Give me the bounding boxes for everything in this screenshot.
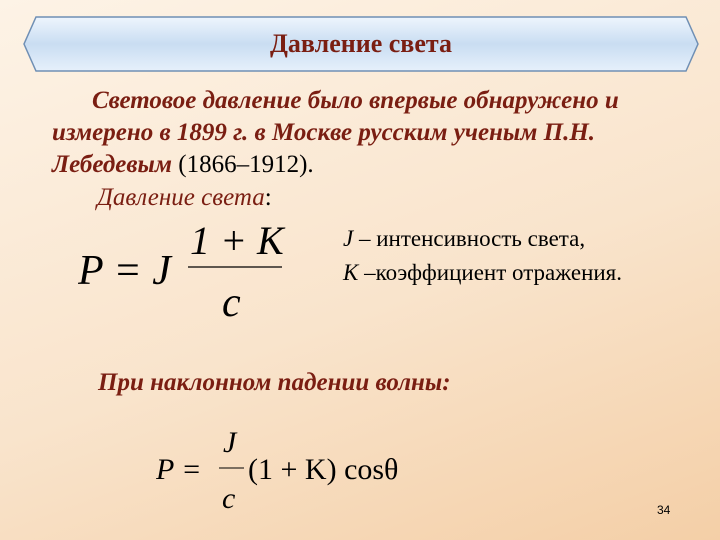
formula2-denominator: c [222, 482, 236, 514]
formula2-numerator: J [223, 428, 237, 459]
pressure-label-colon: : [264, 184, 272, 211]
intro-years: (1866–1912). [172, 151, 314, 178]
definitions-list [343, 222, 622, 290]
formula2-lhs: P = [156, 453, 202, 486]
definition-k-symbol: K [343, 260, 359, 285]
definition-j-symbol: J [343, 226, 354, 251]
formula1-denominator: c [222, 280, 241, 326]
title-banner [22, 15, 700, 73]
definition-k [343, 256, 622, 290]
intro-paragraph [52, 85, 702, 181]
definition-j-text: – интенсивность света, [353, 226, 586, 251]
pressure-formula [78, 214, 308, 326]
formula1-lhs: P = J [78, 248, 171, 294]
slide-title: Давление света [270, 29, 452, 58]
page-number: 34 [657, 503, 671, 517]
pressure-label-text: Давление света [97, 184, 265, 211]
formula2-tail: (1 + K) cosθ [248, 453, 399, 486]
oblique-formula [156, 428, 456, 514]
formula1-numerator: 1 + K [190, 218, 284, 263]
definition-k-text: –коэффициент отражения. [358, 260, 623, 285]
pressure-label [97, 184, 272, 212]
intro-italic-text: Световое давление было впервые обнаружено и измерено в 1899 г. в Москве русским ученым П.Н. Лебедевым [52, 87, 619, 178]
definition-j [343, 222, 622, 256]
oblique-heading: При наклонном падении волны: [98, 369, 451, 396]
